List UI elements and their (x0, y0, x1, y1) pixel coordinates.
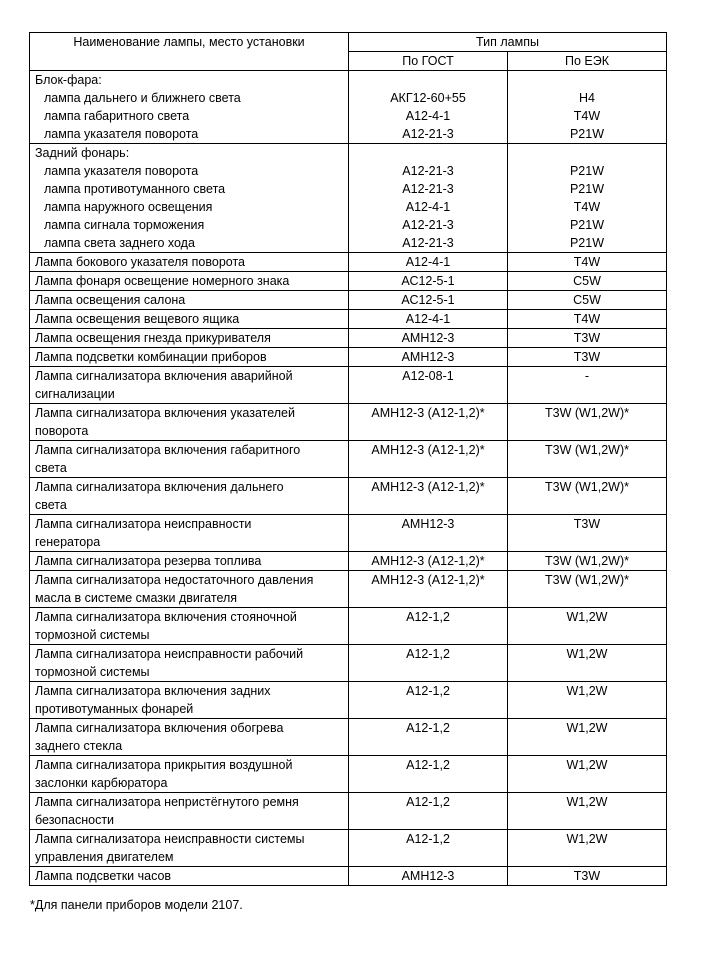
lamp-name-cell (30, 552, 349, 571)
eek-cell: C5W (508, 291, 667, 310)
eek-cell: T4W (508, 253, 667, 272)
gost-cell: АМН12-3 (А12-1,2)* (349, 552, 508, 571)
lamp-name-line: безопасности (35, 813, 115, 827)
eek-cell: T3W (W1,2W)* (508, 441, 667, 478)
eek-cell: - (508, 367, 667, 404)
table-body (30, 71, 667, 886)
lamp-name-line: Лампа сигнализатора недостаточного давления (35, 573, 314, 587)
group-item-eek: T4W (573, 200, 601, 214)
lamp-name-line: масла в системе смазки двигателя (35, 591, 238, 605)
gost-cell: А12-1,2 (349, 645, 508, 682)
table-row (30, 253, 667, 272)
group-gost-cell (349, 71, 508, 144)
lamp-name-line: управления двигателем (35, 850, 174, 864)
table-row (30, 645, 667, 682)
table-row (30, 478, 667, 515)
eek-cell: T3W (508, 867, 667, 886)
gost-cell: АМН12-3 (А12-1,2)* (349, 404, 508, 441)
gost-cell: АС12-5-1 (349, 291, 508, 310)
table-row (30, 867, 667, 886)
lamp-name-cell (30, 515, 349, 552)
group-item-gost: АКГ12-60+55 (390, 91, 466, 105)
header-row (30, 33, 667, 52)
group-item-eek: P21W (569, 218, 605, 232)
lamp-name-cell (30, 404, 349, 441)
lamp-name-line: Лампа сигнализатора включения аварийной (35, 369, 293, 383)
header-type: Тип лампы (349, 33, 667, 52)
lamp-name-line: противотуманных фонарей (35, 702, 194, 716)
group-gost-cell (349, 144, 508, 253)
table-row (30, 404, 667, 441)
lamp-name-cell (30, 830, 349, 867)
eek-cell: W1,2W (508, 793, 667, 830)
eek-cell: W1,2W (508, 682, 667, 719)
eek-cell: W1,2W (508, 645, 667, 682)
lamp-name-cell (30, 719, 349, 756)
table-row (30, 552, 667, 571)
group-item-gost: А12-4-1 (405, 109, 451, 123)
group-name-cell (30, 71, 349, 144)
lamp-name-line: сигнализации (35, 387, 115, 401)
lamp-name-cell (30, 478, 349, 515)
lamp-name-line: Лампа сигнализатора прикрытия воздушной (35, 758, 293, 772)
lamp-name-line: Лампа сигнализатора включения обогрева (35, 721, 284, 735)
lamp-name-cell (30, 329, 349, 348)
group-item-gost: А12-21-3 (402, 164, 454, 178)
lamp-table (29, 32, 667, 886)
eek-cell: T3W (W1,2W)* (508, 552, 667, 571)
gost-cell: АМН12-3 (А12-1,2)* (349, 478, 508, 515)
group-item-name: лампа света заднего хода (44, 236, 195, 250)
header-name: Наименование лампы, место установки (30, 33, 349, 71)
lamp-name-line: Лампа сигнализатора включения указателей (35, 406, 295, 420)
lamp-name-line: Лампа подсветки часов (35, 869, 172, 883)
group-item-name: лампа наружного освещения (44, 200, 213, 214)
table-row (30, 291, 667, 310)
table-row (30, 756, 667, 793)
lamp-name-line: Лампа сигнализатора непристёгнутого ремня (35, 795, 299, 809)
table-row (30, 329, 667, 348)
gost-cell: АМН12-3 (349, 348, 508, 367)
lamp-name-cell (30, 756, 349, 793)
group-item-gost: А12-21-3 (402, 236, 454, 250)
lamp-name-cell (30, 291, 349, 310)
gost-cell: АМН12-3 (349, 867, 508, 886)
lamp-name-cell (30, 608, 349, 645)
table-row (30, 515, 667, 552)
table-row (30, 310, 667, 329)
lamp-name-line: Лампа освещения салона (35, 293, 186, 307)
lamp-name-cell (30, 253, 349, 272)
eek-cell: W1,2W (508, 608, 667, 645)
eek-cell: T3W (W1,2W)* (508, 571, 667, 608)
group-item-gost: А12-21-3 (402, 182, 454, 196)
group-item-eek: P21W (569, 182, 605, 196)
group-item-name: лампа противотуманного света (44, 182, 226, 196)
group-item-name: лампа дальнего и ближнего света (44, 91, 241, 105)
group-item-name: лампа габаритного света (44, 109, 190, 123)
group-eek-cell (508, 71, 667, 144)
gost-cell: А12-08-1 (349, 367, 508, 404)
group-item-name: лампа сигнала торможения (44, 218, 205, 232)
table-row (30, 348, 667, 367)
gost-cell: А12-1,2 (349, 756, 508, 793)
table-row (30, 682, 667, 719)
lamp-name-line: Лампа освещения гнезда прикуривателя (35, 331, 271, 345)
group-item-gost: А12-4-1 (405, 200, 451, 214)
lamp-name-cell (30, 348, 349, 367)
lamp-name-line: Лампа сигнализатора включения дальнего (35, 480, 284, 494)
lamp-name-cell (30, 793, 349, 830)
lamp-name-cell (30, 867, 349, 886)
lamp-name-line: Лампа освещения вещевого ящика (35, 312, 240, 326)
group-item-gost: А12-21-3 (402, 218, 454, 232)
lamp-name-line: заслонки карбюратора (35, 776, 168, 790)
lamp-name-line: тормозной системы (35, 665, 150, 679)
gost-cell: А12-4-1 (349, 253, 508, 272)
lamp-name-line: Лампа сигнализатора резерва топлива (35, 554, 262, 568)
group-item-name: лампа указателя поворота (44, 127, 199, 141)
gost-cell: АС12-5-1 (349, 272, 508, 291)
gost-cell: А12-4-1 (349, 310, 508, 329)
lamp-name-line: Лампа сигнализатора включения стояночной (35, 610, 297, 624)
table-row (30, 272, 667, 291)
group-eek-cell (508, 144, 667, 253)
group-item-eek: P21W (569, 127, 605, 141)
footnote: *Для панели приборов модели 2107. (30, 898, 243, 912)
gost-cell: А12-1,2 (349, 719, 508, 756)
eek-cell: W1,2W (508, 830, 667, 867)
lamp-name-cell (30, 441, 349, 478)
gost-cell: А12-1,2 (349, 608, 508, 645)
group-name-cell (30, 144, 349, 253)
group-item-eek: P21W (569, 164, 605, 178)
table-row (30, 830, 667, 867)
eek-cell: W1,2W (508, 756, 667, 793)
lamp-name-line: Лампа сигнализатора включения габаритного (35, 443, 301, 457)
lamp-name-line: тормозной системы (35, 628, 150, 642)
gost-cell: А12-1,2 (349, 682, 508, 719)
table-row-group (30, 144, 667, 253)
group-title: Задний фонарь: (35, 146, 130, 160)
eek-cell: T4W (508, 310, 667, 329)
header-eek: По ЕЭК (508, 52, 667, 71)
lamp-name-cell (30, 310, 349, 329)
table-row-group (30, 71, 667, 144)
table-row (30, 608, 667, 645)
group-item-eek: P21W (569, 236, 605, 250)
lamp-name-cell (30, 367, 349, 404)
gost-cell: АМН12-3 (А12-1,2)* (349, 571, 508, 608)
table-row (30, 571, 667, 608)
lamp-name-line: Лампа сигнализатора неисправности рабочий (35, 647, 304, 661)
group-title: Блок-фара: (35, 73, 102, 87)
group-blank (513, 71, 661, 89)
eek-cell: T3W (508, 515, 667, 552)
group-item-eek: T4W (573, 109, 601, 123)
lamp-name-line: генератора (35, 535, 101, 549)
lamp-name-cell (30, 272, 349, 291)
lamp-name-line: света (35, 498, 67, 512)
lamp-name-line: Лампа бокового указателя поворота (35, 255, 245, 269)
gost-cell: АМН12-3 (349, 329, 508, 348)
group-item-eek: H4 (579, 91, 595, 105)
eek-cell: T3W (508, 329, 667, 348)
lamp-name-cell (30, 571, 349, 608)
table-row (30, 793, 667, 830)
lamp-name-line: Лампа сигнализатора включения задних (35, 684, 271, 698)
eek-cell: T3W (508, 348, 667, 367)
gost-cell: АМН12-3 (349, 515, 508, 552)
lamp-name-line: Лампа сигнализатора неисправности системы (35, 832, 305, 846)
lamp-name-line: Лампа сигнализатора неисправности (35, 517, 252, 531)
group-blank (354, 71, 502, 89)
lamp-name-cell (30, 645, 349, 682)
lamp-name-line: поворота (35, 424, 89, 438)
group-blank (354, 144, 502, 162)
gost-cell: А12-1,2 (349, 793, 508, 830)
gost-cell: АМН12-3 (А12-1,2)* (349, 441, 508, 478)
gost-cell: А12-1,2 (349, 830, 508, 867)
header-gost: По ГОСТ (349, 52, 508, 71)
eek-cell: T3W (W1,2W)* (508, 478, 667, 515)
lamp-name-line: Лампа подсветки комбинации приборов (35, 350, 267, 364)
table-row (30, 441, 667, 478)
eek-cell: C5W (508, 272, 667, 291)
lamp-name-cell (30, 682, 349, 719)
lamp-name-line: Лампа фонаря освещение номерного знака (35, 274, 290, 288)
table-row (30, 719, 667, 756)
lamp-name-line: заднего стекла (35, 739, 123, 753)
group-item-gost: А12-21-3 (402, 127, 454, 141)
eek-cell: W1,2W (508, 719, 667, 756)
table-row (30, 367, 667, 404)
group-blank (513, 144, 661, 162)
eek-cell: T3W (W1,2W)* (508, 404, 667, 441)
lamp-name-line: света (35, 461, 67, 475)
group-item-name: лампа указателя поворота (44, 164, 199, 178)
